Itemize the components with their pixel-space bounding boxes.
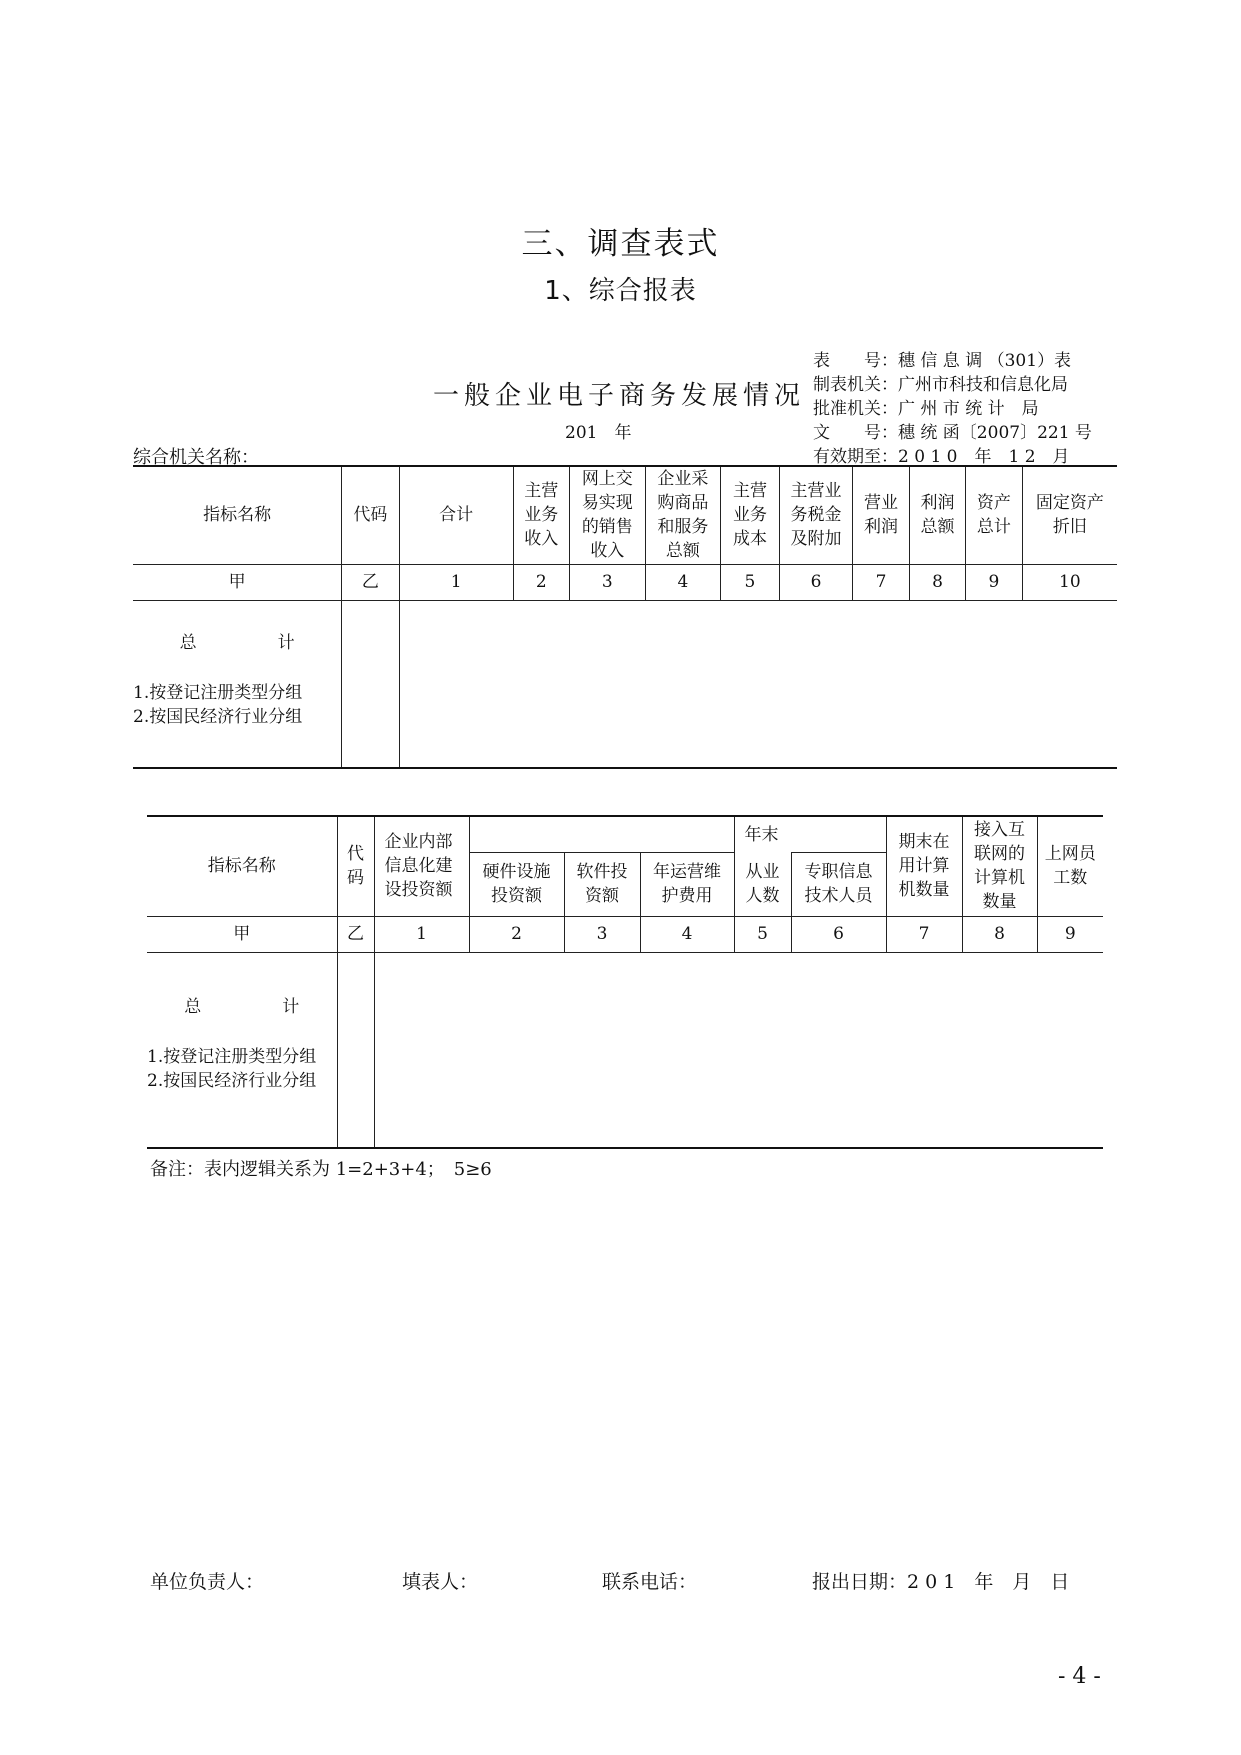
- code-cell: 甲: [133, 564, 342, 600]
- summary-table-1: [133, 465, 1117, 769]
- header-employees: 从业 人数: [734, 852, 791, 916]
- code-cell: 8: [962, 916, 1037, 952]
- header-staff-spacer: [791, 816, 886, 852]
- group-by-industry: 2.按国民经济行业分组: [133, 706, 303, 727]
- header-it-staff: 专职信息 技术人员: [791, 852, 886, 916]
- page-number: - 4 -: [1058, 1664, 1101, 1689]
- group-by-industry: 2.按国民经济行业分组: [147, 1070, 317, 1091]
- report-year: 201 年: [565, 423, 632, 443]
- header-indicator-name: 指标名称: [133, 466, 342, 564]
- issuing-authority: 制表机关：广州市科技和信息化局: [813, 375, 1068, 395]
- table-note: 备注：表内逻辑关系为 1=2+3+4； 5≥6: [150, 1159, 492, 1180]
- code-cell: 6: [791, 916, 886, 952]
- report-title: 一般企业电子商务发展情况: [433, 381, 806, 411]
- group-by-registration: 1.按登记注册类型分组: [133, 682, 303, 703]
- code-cell: 3: [570, 564, 646, 600]
- header-software: 软件投 资额: [564, 852, 640, 916]
- header-code: 代码: [342, 466, 399, 564]
- header-indicator-name: 指标名称: [147, 816, 337, 916]
- code-cell: 1: [399, 564, 513, 600]
- form-number: 表 号：穗 信 息 调 （301）表: [813, 351, 1072, 371]
- table2-code-row: [147, 916, 1103, 952]
- code-body-cell: [337, 952, 374, 1148]
- total-label: 总 计: [179, 632, 327, 653]
- unit-name-label: 综合机关名称：: [133, 447, 259, 468]
- table1-body-row: [133, 600, 1117, 768]
- contact-phone-label: 联系电话：: [602, 1571, 698, 1593]
- code-cell: 7: [853, 564, 909, 600]
- header-internet-computers: 接入互 联网的 计算机 数量: [962, 816, 1037, 916]
- code-cell: 9: [966, 564, 1022, 600]
- header-hardware: 硬件设施 投资额: [469, 852, 564, 916]
- header-total-assets: 资产 总计: [966, 466, 1022, 564]
- code-cell: 乙: [337, 916, 374, 952]
- valid-until: 有效期至：2 0 1 0 年 1 2 月: [813, 447, 1070, 467]
- header-online-employees: 上网员 工数: [1037, 816, 1103, 916]
- header-code-text: 代码: [347, 844, 364, 889]
- table2-body-row: [147, 952, 1103, 1148]
- header-code: [337, 816, 374, 916]
- code-cell: 5: [721, 564, 779, 600]
- code-cell: 9: [1037, 916, 1103, 952]
- code-cell: 7: [886, 916, 962, 952]
- code-cell: 8: [909, 564, 965, 600]
- code-cell: 1: [374, 916, 469, 952]
- page-heading: 三、调查表式: [521, 226, 720, 262]
- code-cell: 4: [640, 916, 734, 952]
- summary-table-2: [147, 815, 1103, 1149]
- group-by-registration: 1.按登记注册类型分组: [147, 1046, 317, 1067]
- row-labels: [147, 952, 337, 1148]
- header-total: 合计: [399, 466, 513, 564]
- document-number: 文 号：穗 统 函〔2007〕221 号: [813, 423, 1092, 443]
- total-label: 总 计: [184, 996, 332, 1017]
- header-it-investment: 企业内部 信息化建 设投资额: [374, 816, 469, 916]
- page-subheading: 1、综合报表: [544, 276, 697, 306]
- code-cell: 5: [734, 916, 791, 952]
- header-maintenance: 年运营维 护费用: [640, 852, 734, 916]
- table1-code-row: [133, 564, 1117, 600]
- table2-header-row-1: [147, 816, 1103, 852]
- header-procurement: 企业采 购商品 和服务 总额: [645, 466, 721, 564]
- report-date-label: 报出日期：2 0 1 年 月 日: [812, 1571, 1070, 1593]
- header-main-revenue: 主营 业务 收入: [513, 466, 569, 564]
- header-online-sales: 网上交 易实现 的销售 收入: [570, 466, 646, 564]
- responsible-person-label: 单位负责人：: [150, 1571, 265, 1593]
- code-body-cell: [342, 600, 399, 768]
- code-cell: 乙: [342, 564, 399, 600]
- row-labels: [133, 600, 342, 768]
- header-year-end: 年末: [734, 816, 791, 852]
- data-body-cell: [374, 952, 1103, 1148]
- code-cell: 6: [779, 564, 853, 600]
- header-investment-spacer: [469, 816, 734, 852]
- code-cell: 2: [469, 916, 564, 952]
- code-cell: 3: [564, 916, 640, 952]
- data-body-cell: [399, 600, 1117, 768]
- code-cell: 4: [645, 564, 721, 600]
- form-filler-label: 填表人：: [402, 1571, 479, 1593]
- header-operating-profit: 营业 利润: [853, 466, 909, 564]
- header-total-profit: 利润 总额: [909, 466, 965, 564]
- code-cell: 甲: [147, 916, 337, 952]
- table1-header-row: [133, 466, 1117, 564]
- approving-authority: 批准机关：广 州 市 统 计 局: [813, 399, 1039, 419]
- header-main-cost: 主营 业务 成本: [721, 466, 779, 564]
- code-cell: 2: [513, 564, 569, 600]
- header-tax: 主营业 务税金 及附加: [779, 466, 853, 564]
- header-depreciation: 固定资产 折旧: [1022, 466, 1117, 564]
- code-cell: 10: [1022, 564, 1117, 600]
- header-computers: 期末在 用计算 机数量: [886, 816, 962, 916]
